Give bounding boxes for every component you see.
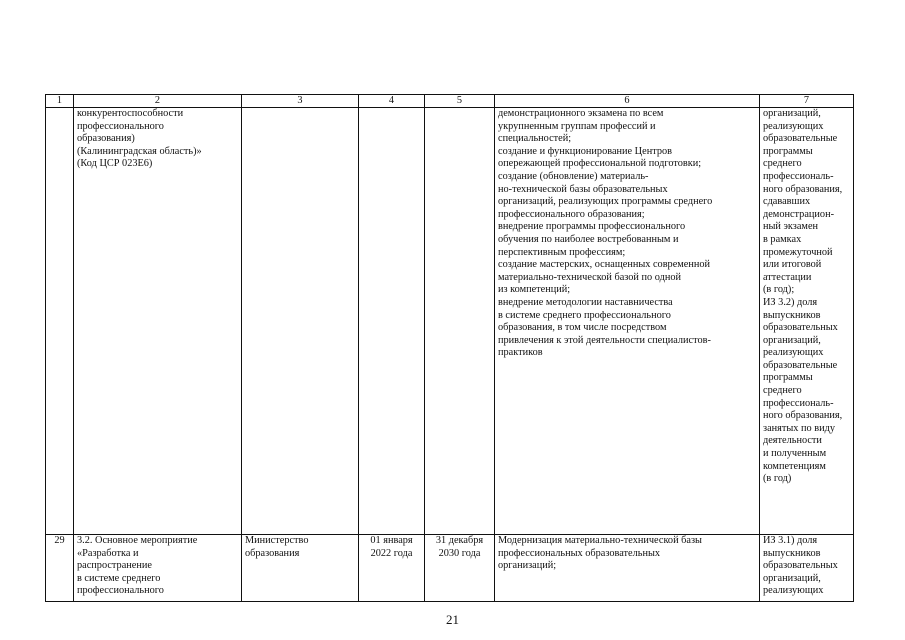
cell-text-line: профессионального образования; [498, 208, 645, 220]
cell-text-line: реализующих [763, 585, 824, 597]
description-cell [495, 535, 760, 602]
cell-text-line: компетенциям [763, 460, 826, 472]
cell-text-line: профессиональ- [763, 397, 834, 409]
cell-text-line: распространение [77, 560, 152, 572]
cell-text-line: внедрение программы профессионального [498, 221, 686, 233]
header-cell: 2 [74, 95, 242, 108]
cell-text-line: из компетенций; [498, 284, 571, 296]
cell-text-line: и полученным [763, 448, 827, 460]
cell-text-line: образовательных [763, 560, 838, 572]
responsible-cell [242, 535, 359, 602]
cell-text-line: 3.2. Основное мероприятие [77, 535, 198, 546]
cell-text-line: выпускников [763, 309, 821, 321]
header-cell: 4 [359, 95, 425, 108]
cell-text-line: образовательных [763, 322, 838, 334]
row-number-cell [46, 108, 74, 535]
cell-text-line: конкурентоспособности [77, 108, 184, 119]
cell-text-line: образования, в том числе посредством [498, 322, 667, 334]
cell-text-line: (Калининградская область)» [77, 145, 202, 157]
cell-text-line: 2022 года [370, 547, 413, 559]
header-cell: 6 [495, 95, 760, 108]
cell-text-line: внедрение методологии наставничества [498, 296, 673, 308]
cell-text-line: перспективным профессиям; [498, 246, 626, 258]
indicator-cell [760, 535, 854, 602]
cell-text-line: ный экзамен [763, 221, 819, 233]
cell-text-line: профессионального [77, 120, 164, 132]
table-header-row [46, 95, 854, 108]
cell-text-line: организаций, [763, 334, 821, 346]
cell-text-line: материально-технической базой по одной [498, 271, 681, 283]
cell-text-line: специальностей; [498, 133, 572, 145]
cell-text-line: занятых по виду [763, 422, 836, 434]
description-cell [495, 108, 760, 535]
cell-text-line: привлечения к этой деятельности специалистов- [498, 334, 711, 346]
cell-text-line: ИЗ 3.1) доля [763, 535, 818, 546]
cell-text-line: Министерство [245, 535, 309, 546]
cell-text-line: организаций; [498, 560, 557, 572]
cell-text-line: образовательные [763, 359, 838, 371]
cell-text-line: (Код ЦСР 023Е6) [77, 158, 153, 170]
cell-text-line: в системе среднего [77, 572, 161, 584]
measure-name-cell [74, 535, 242, 602]
table-row [46, 535, 854, 602]
cell-text-line: практиков [498, 347, 543, 359]
header-cell: 3 [242, 95, 359, 108]
cell-text-line: организаций, [763, 572, 821, 584]
cell-text-line: выпускников [763, 547, 821, 559]
cell-text-line: организаций, [763, 108, 821, 119]
cell-text-line: ИЗ 3.2) доля [763, 296, 818, 308]
cell-text-line: или итоговой [763, 259, 822, 271]
header-cell: 7 [760, 95, 854, 108]
cell-text-line: обучения по наиболее востребованным и [498, 233, 679, 245]
cell-text-line: но-технической базы образовательных [498, 183, 668, 195]
cell-text-line: образования [245, 547, 300, 559]
cell-text-line: Модернизация материально-технической базы [498, 535, 702, 546]
cell-text-line: деятельности [763, 435, 822, 447]
cell-text-line: среднего [763, 158, 802, 170]
page-number: 21 [446, 612, 459, 627]
cell-text-line: (в год) [763, 473, 792, 485]
table-row [46, 108, 854, 535]
cell-text-line: аттестации [763, 271, 812, 283]
indicator-cell [760, 108, 854, 535]
cell-text-line: демонстрационного экзамена по всем [498, 108, 664, 119]
cell-text-line: демонстрацион- [763, 208, 835, 220]
cell-text-line: образования) [77, 133, 135, 145]
cell-text-line: ного образования, [763, 183, 843, 195]
cell-text-line: профессиональных образовательных [498, 547, 661, 559]
program-table [45, 94, 854, 602]
start-date-cell [359, 535, 425, 602]
cell-text-line: среднего [763, 385, 802, 397]
cell-text-line: в системе среднего профессионального [498, 309, 671, 321]
cell-text-line: в рамках [763, 233, 802, 245]
cell-text-line: сдававших [763, 196, 811, 208]
cell-text-line: опережающей профессиональной подготовки; [498, 158, 702, 170]
cell-text-line: реализующих [763, 347, 824, 359]
cell-text-line: образовательные [763, 133, 838, 145]
end-date-cell [425, 108, 495, 535]
cell-text-line: 2030 года [438, 547, 481, 559]
cell-text-line: «Разработка и [77, 547, 139, 559]
cell-text-line: создание и функционирование Центров [498, 145, 672, 157]
cell-text-line: создание (обновление) материаль- [498, 170, 649, 182]
cell-text-line: укрупненным группам профессий и [498, 120, 656, 132]
end-date-cell [425, 535, 495, 602]
cell-text-line: ного образования, [763, 410, 843, 422]
cell-text-line: реализующих [763, 120, 824, 132]
cell-text-line: промежуточной [763, 246, 833, 258]
cell-text-line: профессионального [77, 585, 164, 597]
cell-text-line: 31 декабря [435, 535, 484, 546]
cell-text-line: создание мастерских, оснащенных современной [498, 259, 711, 271]
cell-text-line: организаций, реализующих программы среднего [498, 196, 713, 208]
cell-text-line: программы [763, 372, 813, 384]
cell-text-line: 01 января [370, 535, 413, 546]
header-cell: 5 [425, 95, 495, 108]
cell-text-line: программы [763, 145, 813, 157]
cell-text-line: профессиональ- [763, 170, 834, 182]
cell-text-line: (в год); [763, 284, 795, 296]
start-date-cell [359, 108, 425, 535]
header-cell: 1 [46, 95, 74, 108]
responsible-cell [242, 108, 359, 535]
measure-name-cell [74, 108, 242, 535]
row-number-cell: 29 [46, 535, 74, 602]
